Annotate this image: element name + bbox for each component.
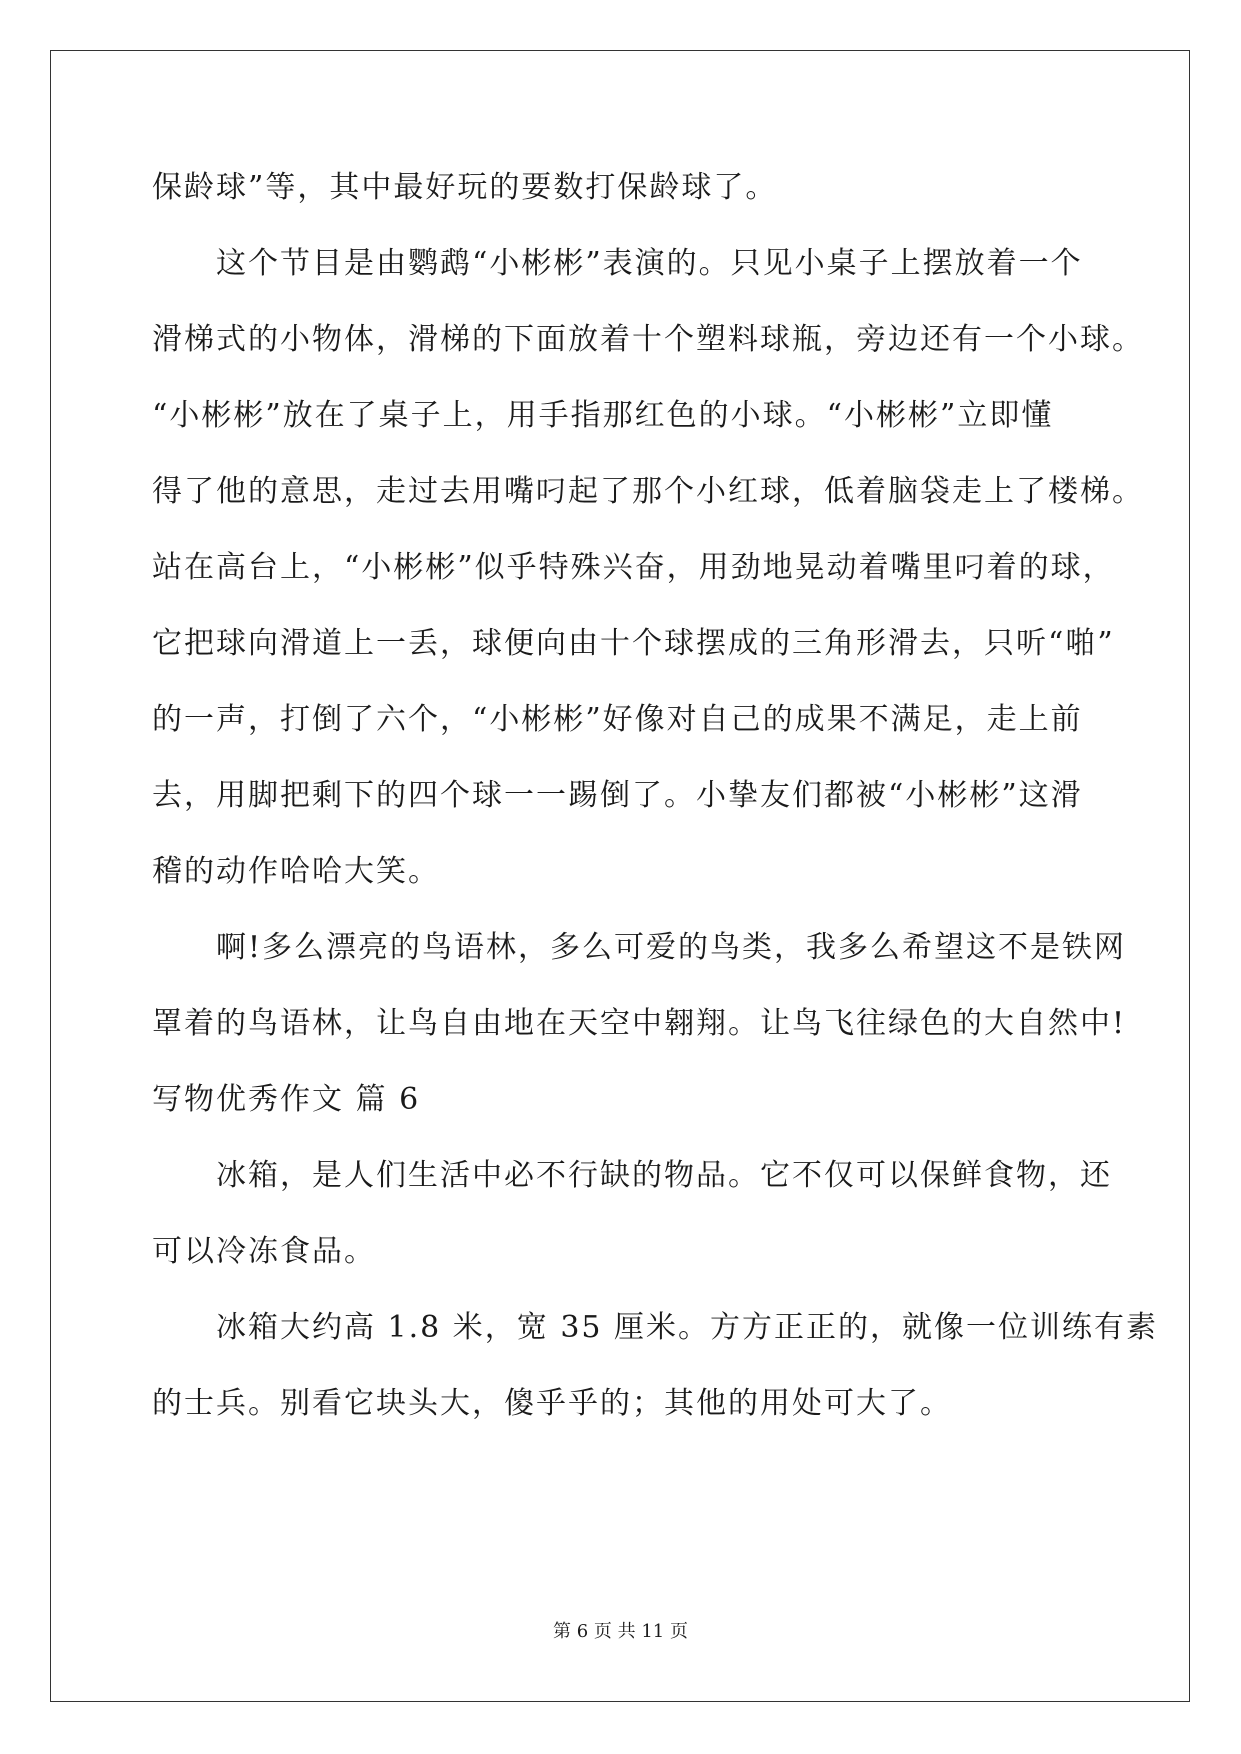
- text-line: 滑梯式的小物体，滑梯的下面放着十个塑料球瓶，旁边还有一个小球。: [152, 322, 1144, 357]
- text-line: 冰箱大约高 1.8 米，宽 35 厘米。方方正正的，就像一位训练有素: [216, 1310, 1159, 1345]
- document-body: [152, 158, 1159, 1450]
- text-line: “小彬彬”放在了桌子上，用手指那红色的小球。“小彬彬”立即懂: [152, 398, 1054, 433]
- text-line: 得了他的意思，走过去用嘴叼起了那个小红球，低着脑袋走上了楼梯。: [152, 474, 1144, 509]
- text-line: 的一声，打倒了六个，“小彬彬”好像对自己的成果不满足，走上前: [152, 702, 1083, 737]
- section-heading: 写物优秀作文 篇 6: [152, 1082, 421, 1117]
- text-line: 罩着的鸟语林，让鸟自由地在天空中翱翔。让鸟飞往绿色的大自然中!: [152, 1006, 1127, 1041]
- text-line: 站在高台上，“小彬彬”似乎特殊兴奋，用劲地晃动着嘴里叼着的球，: [152, 550, 1115, 585]
- page-number: 第 6 页 共 11 页: [553, 1621, 688, 1642]
- text-line: 去，用脚把剩下的四个球一一踢倒了。小挚友们都被“小彬彬”这滑: [152, 778, 1083, 813]
- text-line: 稽的动作哈哈大笑。: [152, 854, 440, 889]
- text-line: 冰箱，是人们生活中必不行缺的物品。它不仅可以保鲜食物，还: [216, 1158, 1112, 1193]
- text-line: 可以冷冻食品。: [152, 1234, 376, 1269]
- text-line: 保龄球”等，其中最好玩的要数打保龄球了。: [152, 170, 778, 205]
- text-line: 啊!多么漂亮的鸟语林，多么可爱的鸟类，我多么希望这不是铁网: [216, 930, 1127, 965]
- text-line: 它把球向滑道上一丢，球便向由十个球摆成的三角形滑去，只听“啪”: [152, 626, 1115, 661]
- text-line: 这个节目是由鹦鹉“小彬彬”表演的。只见小桌子上摆放着一个: [216, 246, 1083, 281]
- text-line: 的士兵。别看它块头大，傻乎乎的；其他的用处可大了。: [152, 1386, 952, 1421]
